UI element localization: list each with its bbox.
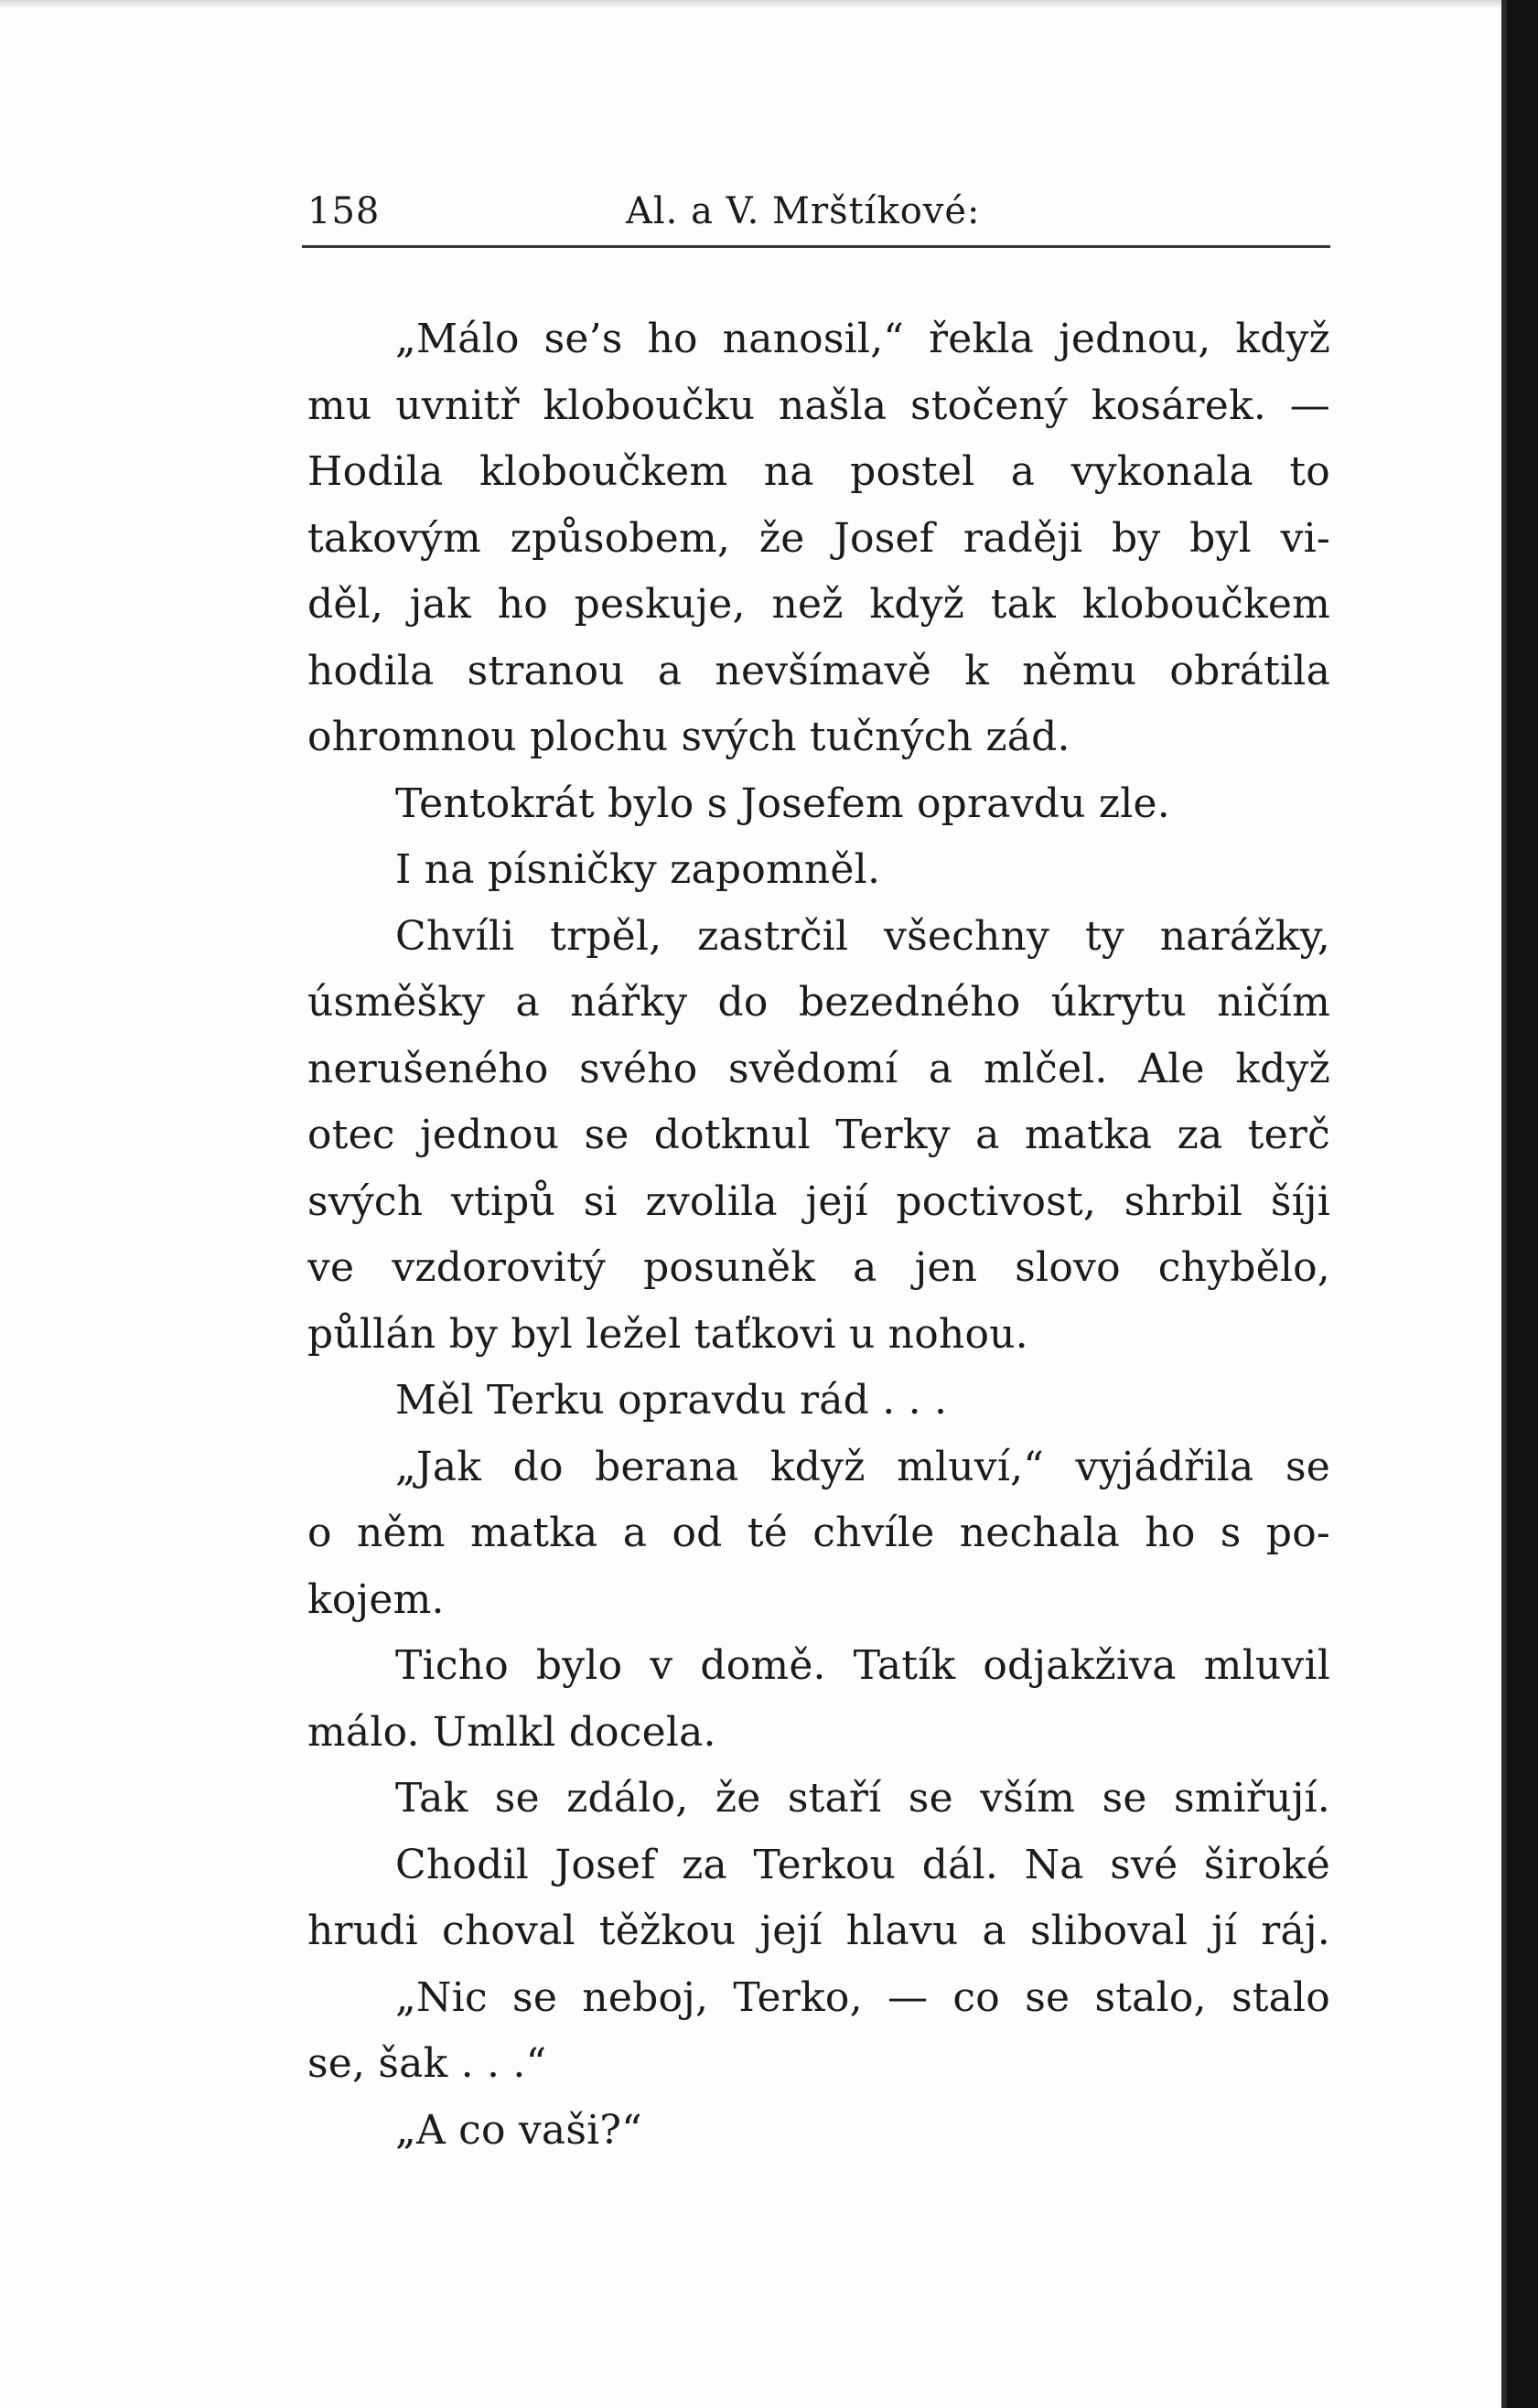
text-line: takovým způsobem, že Josef raději by byl vi- [307, 514, 1330, 562]
text-line: kojem. [307, 1575, 445, 1623]
text-line: ohromnou plochu svých tučných zád. [307, 714, 1070, 760]
text-line: otec jednou se dotknul Terky a matka za terč [307, 1112, 1330, 1158]
text-line: Ticho bylo v domě. Tatík odjakživa mluvil [395, 1642, 1330, 1689]
running-head [307, 179, 1330, 243]
text-line: ve vzdorovitý posuněk a jen slovo chybělo, [307, 1244, 1330, 1291]
text-line: Měl Terku opravdu rád . . . [395, 1377, 948, 1424]
text-line: svých vtipů si zvolila její poctivost, shrbil šíji [307, 1177, 1330, 1225]
text-line: úsměšky a nářky do bezedného úkrytu ničím [307, 979, 1330, 1026]
text-line: Chvíli trpěl, zastrčil všechny ty narážky, [395, 912, 1330, 960]
text-line: Chodil Josef za Terkou dál. Na své široké [395, 1841, 1330, 1888]
text-line: „A co vaši?“ [395, 2106, 642, 2154]
text-line: mu uvnitř kloboučku našla stočený kosárek. — [307, 382, 1330, 429]
text-line: „Nic se neboj, Terko, — co se stalo, stalo [395, 1973, 1330, 2021]
text-line: hrudi choval těžkou její hlavu a sliboval jí ráj. [307, 1908, 1330, 1954]
header-rule [302, 245, 1330, 248]
text-line: děl, jak ho peskuje, než když tak kloboučkem [307, 581, 1330, 628]
scan-shadow [0, 0, 1538, 9]
text-line: I na písničky zapomněl. [395, 846, 881, 893]
text-line: půllán by byl ležel taťkovi u nohou. [307, 1310, 1028, 1358]
body-text [307, 306, 1330, 2164]
text-line: málo. Umlkl docela. [307, 1708, 716, 1756]
page-number: 158 [307, 190, 381, 232]
text-line: Tentokrát bylo s Josefem opravdu zle. [395, 779, 1170, 827]
text-line: Hodila kloboučkem na postel a vykonala to [307, 448, 1330, 495]
text-line: hodila stranou a nevšímavě k němu obrátila [307, 647, 1330, 694]
scan-border [1507, 0, 1538, 2408]
text-line: o něm matka a od té chvíle nechala ho s po- [307, 1510, 1330, 1556]
running-title: Al. a V. Mrštíkové: [626, 190, 981, 232]
text-line: Tak se zdálo, že staří se vším se smiřují. [395, 1775, 1330, 1822]
text-line: „Jak do berana když mluví,“ vyjádřila se [395, 1443, 1330, 1490]
text-line: „Málo se’s ho nanosil,“ řekla jednou, když [395, 316, 1330, 362]
text-line: nerušeného svého svědomí a mlčel. Ale když [307, 1045, 1330, 1092]
text-line: se, šak . . .“ [307, 2040, 547, 2087]
